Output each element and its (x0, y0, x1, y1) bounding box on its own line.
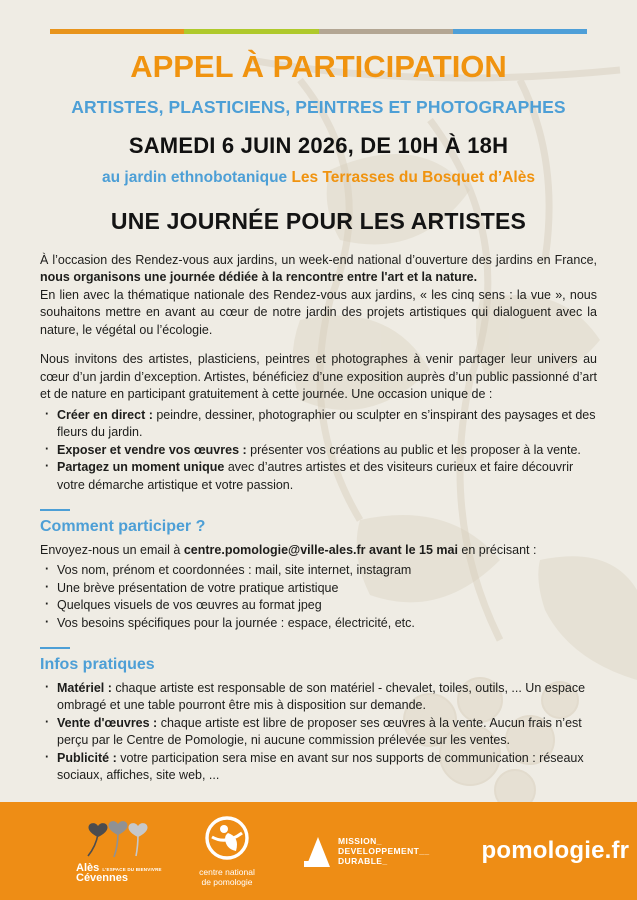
infos-bullet-publicite: · Publicité : votre participation sera mise en avant sur nos supports de communication : réseaux sociaux, affiches, site web, ... (40, 750, 597, 785)
infos-section (40, 647, 597, 785)
intro-bullet-creer: · Créer en direct : peindre, dessiner, photographier ou sculpter en s’inspirant des paysages et des fleurs du jardin. (40, 407, 597, 442)
cnp-label-line2: de pomologie (201, 876, 253, 887)
top-bar-blue-segment (453, 29, 587, 34)
infos-bullet-list (40, 680, 597, 785)
participate-bullet-presentation: · Une brève présentation de votre pratique artistique (40, 580, 597, 598)
cnp-label-line1: centre national (199, 867, 255, 877)
subtitle: ARTISTES, PLASTICIENS, PEINTRES ET PHOTOGRAPHES (71, 96, 566, 117)
intro-bullet-exposer: · Exposer et vendre vos œuvres : présenter vos créations au public et les proposer à la vente. (40, 442, 597, 460)
event-location (40, 169, 597, 187)
mission-line1: MISSION_ (338, 836, 382, 846)
section-rule (40, 509, 70, 511)
mission-line3: DURABLE_ (338, 856, 388, 866)
footer (0, 802, 637, 900)
participate-bullet-list (40, 562, 597, 632)
ales-name: Alès (76, 861, 100, 874)
intro-paragraph-1: À l’occasion des Rendez-vous aux jardins, un week-end national d’ouverture des jardins en France, nous organisons une journée dédiée à la rencontre entre l'art et la nature. En lien avec la thématique nationale des Rendez-vous aux jardins, « les cinq sens : la vue », nous souhaitons mettre en avant au cœur de notre jardin des projets artistiques qui dialoguent avec la nature, le végétal ou l’écologie. (40, 252, 597, 337)
top-bar-taupe-segment (319, 29, 453, 34)
location-prefix: au jardin ethnobotanique (102, 168, 292, 186)
infos-bullet-vente: · Vente d'œuvres : chaque artiste est libre de proposer ses œuvres à la vente. Aucun frais n’est perçu par le Centre de Pomologie, ni aucune commission prélevée sur les ventes. (40, 715, 597, 750)
participate-heading: Comment participer ? (40, 518, 206, 536)
centre-pomologie-logo (196, 815, 258, 887)
three-hearts-icon (76, 820, 154, 860)
location-name: Les Terrasses du Bosquet d’Alès (291, 168, 535, 186)
top-color-bar (50, 29, 587, 34)
website-link[interactable]: pomologie.fr (481, 837, 630, 864)
ales-cevennes-logo (76, 820, 160, 883)
intro-bullet-list (40, 407, 597, 495)
mission-developpement-durable-logo (304, 835, 430, 867)
mission-line2: DEVELOPPEMENT__ (338, 846, 430, 856)
participate-bullet-coordonnees: · Vos nom, prénom et coordonnées : mail, site internet, instagram (40, 562, 597, 580)
mission-a-icon (304, 835, 330, 867)
participate-intro: Envoyez-nous un email à centre.pomologie@ville-ales.fr avant le 15 mai en précisant : (40, 542, 537, 557)
infos-heading: Infos pratiques (40, 656, 155, 674)
participate-section (40, 509, 597, 632)
participate-bullet-visuels: · Quelques visuels de vos œuvres au format jpeg (40, 597, 597, 615)
intro-bullet-partagez: · Partagez un moment unique avec d’autres artistes et des visiteurs curieux et faire découvrir votre démarche artistique et votre passion. (40, 459, 597, 494)
top-bar-green-segment (184, 29, 318, 34)
event-date: SAMEDI 6 JUIN 2026, DE 10H À 18H (128, 132, 509, 158)
section-rule (40, 647, 70, 649)
intro-paragraph-2: Nous invitons des artistes, plasticiens, peintres et photographes à venir partager leur univers au cœur d’un jardin d’exception. Artistes, bénéficiez d’une exposition auprès d’un public passionné d’art et de nature en participant gratuitement à cette journée. Une occasion unique de : (40, 352, 597, 402)
ales-tagline: L'ESPACE DU BIENVIVRE (102, 866, 162, 872)
ales-sub-name: Cévennes (76, 871, 128, 884)
infos-bullet-materiel: · Matériel : chaque artiste est responsable de son matériel - chevalet, toiles, outils, ... Un espace ombragé et une table pourront être mis à disposition sur demande. (40, 680, 597, 715)
top-bar-orange-segment (50, 29, 184, 34)
pomologie-circle-icon (204, 815, 250, 861)
main-heading: UNE JOURNÉE POUR LES ARTISTES (110, 207, 527, 234)
participate-bullet-besoins: · Vos besoins spécifiques pour la journée : espace, électricité, etc. (40, 615, 597, 633)
page-title: APPEL À PARTICIPATION (130, 49, 507, 84)
